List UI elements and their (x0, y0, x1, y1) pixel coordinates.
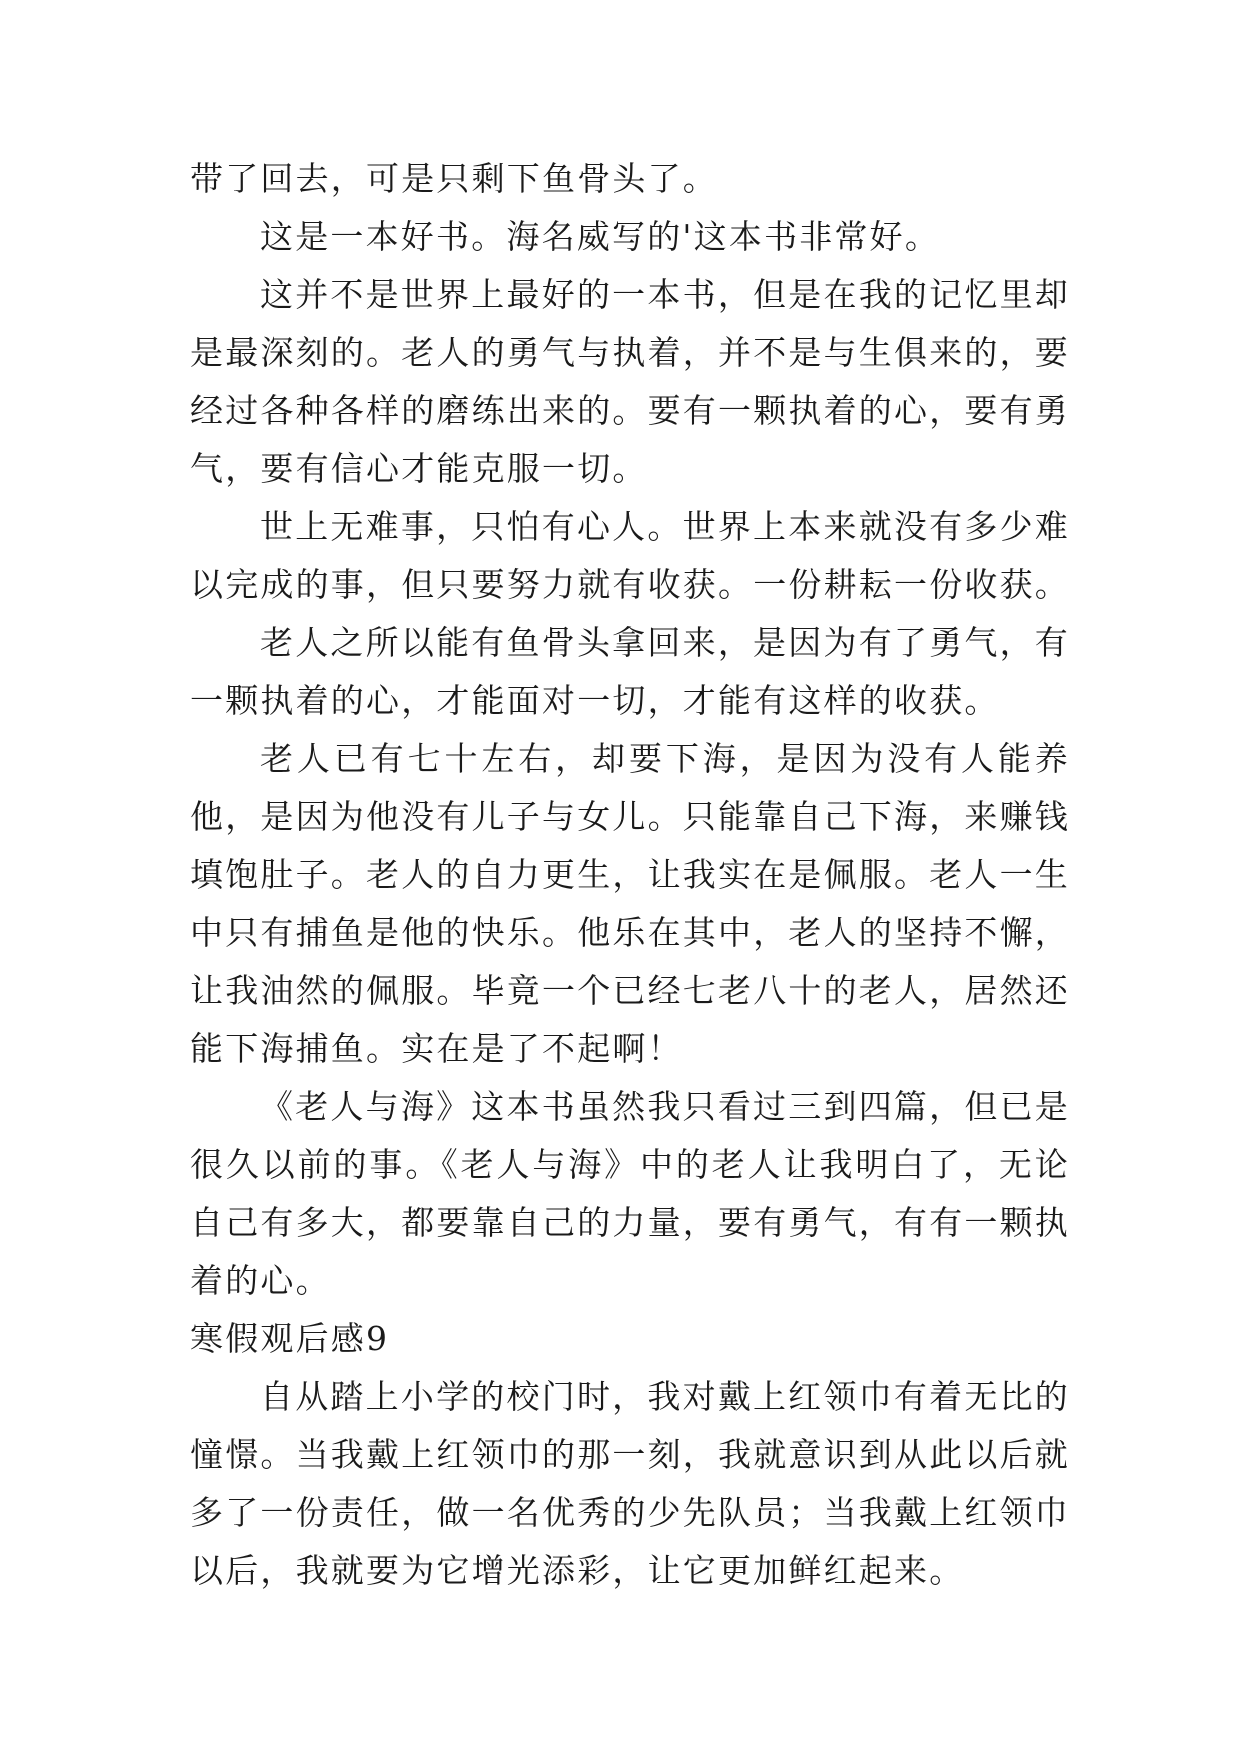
paragraph-2: 这是一本好书。海名威写的'这本书非常好。 (260, 217, 941, 256)
paragraph-7: 《老人与海》这本书虽然我只看过三到四篇，但已是很久以前的事。《老人与海》中的老人让我明白了，无论自己有多大，都要靠自己的力量，要有勇气，有有一颗执着的心。 (190, 1087, 1070, 1300)
paragraph-1: 带了回去，可是只剩下鱼骨头了。 (190, 159, 718, 198)
paragraph-3: 这并不是世界上最好的一本书，但是在我的记忆里却是最深刻的。老人的勇气与执着，并不是与生俱来的，要经过各种各样的磨练出来的。要有一颗执着的心，要有勇气，要有信心才能克服一切。 (190, 275, 1070, 488)
paragraph-5: 老人之所以能有鱼骨头拿回来，是因为有了勇气，有一颗执着的心，才能面对一切，才能有这样的收获。 (190, 623, 1070, 720)
section-heading: 寒假观后感9 (190, 1319, 390, 1358)
document-body (190, 150, 1070, 1600)
paragraph-8: 自从踏上小学的校门时，我对戴上红领巾有着无比的憧憬。当我戴上红领巾的那一刻，我就意识到从此以后就多了一份责任，做一名优秀的少先队员；当我戴上红领巾以后，我就要为它增光添彩，让它更加鲜红起来。 (190, 1377, 1070, 1590)
paragraph-4: 世上无难事，只怕有心人。世界上本来就没有多少难以完成的事，但只要努力就有收获。一份耕耘一份收获。 (190, 507, 1070, 604)
paragraph-6: 老人已有七十左右，却要下海，是因为没有人能养他，是因为他没有儿子与女儿。只能靠自己下海，来赚钱填饱肚子。老人的自力更生，让我实在是佩服。老人一生中只有捕鱼是他的快乐。他乐在其中，老人的坚持不懈，让我油然的佩服。毕竟一个已经七老八十的老人，居然还能下海捕鱼。实在是了不起啊！ (190, 739, 1070, 1068)
